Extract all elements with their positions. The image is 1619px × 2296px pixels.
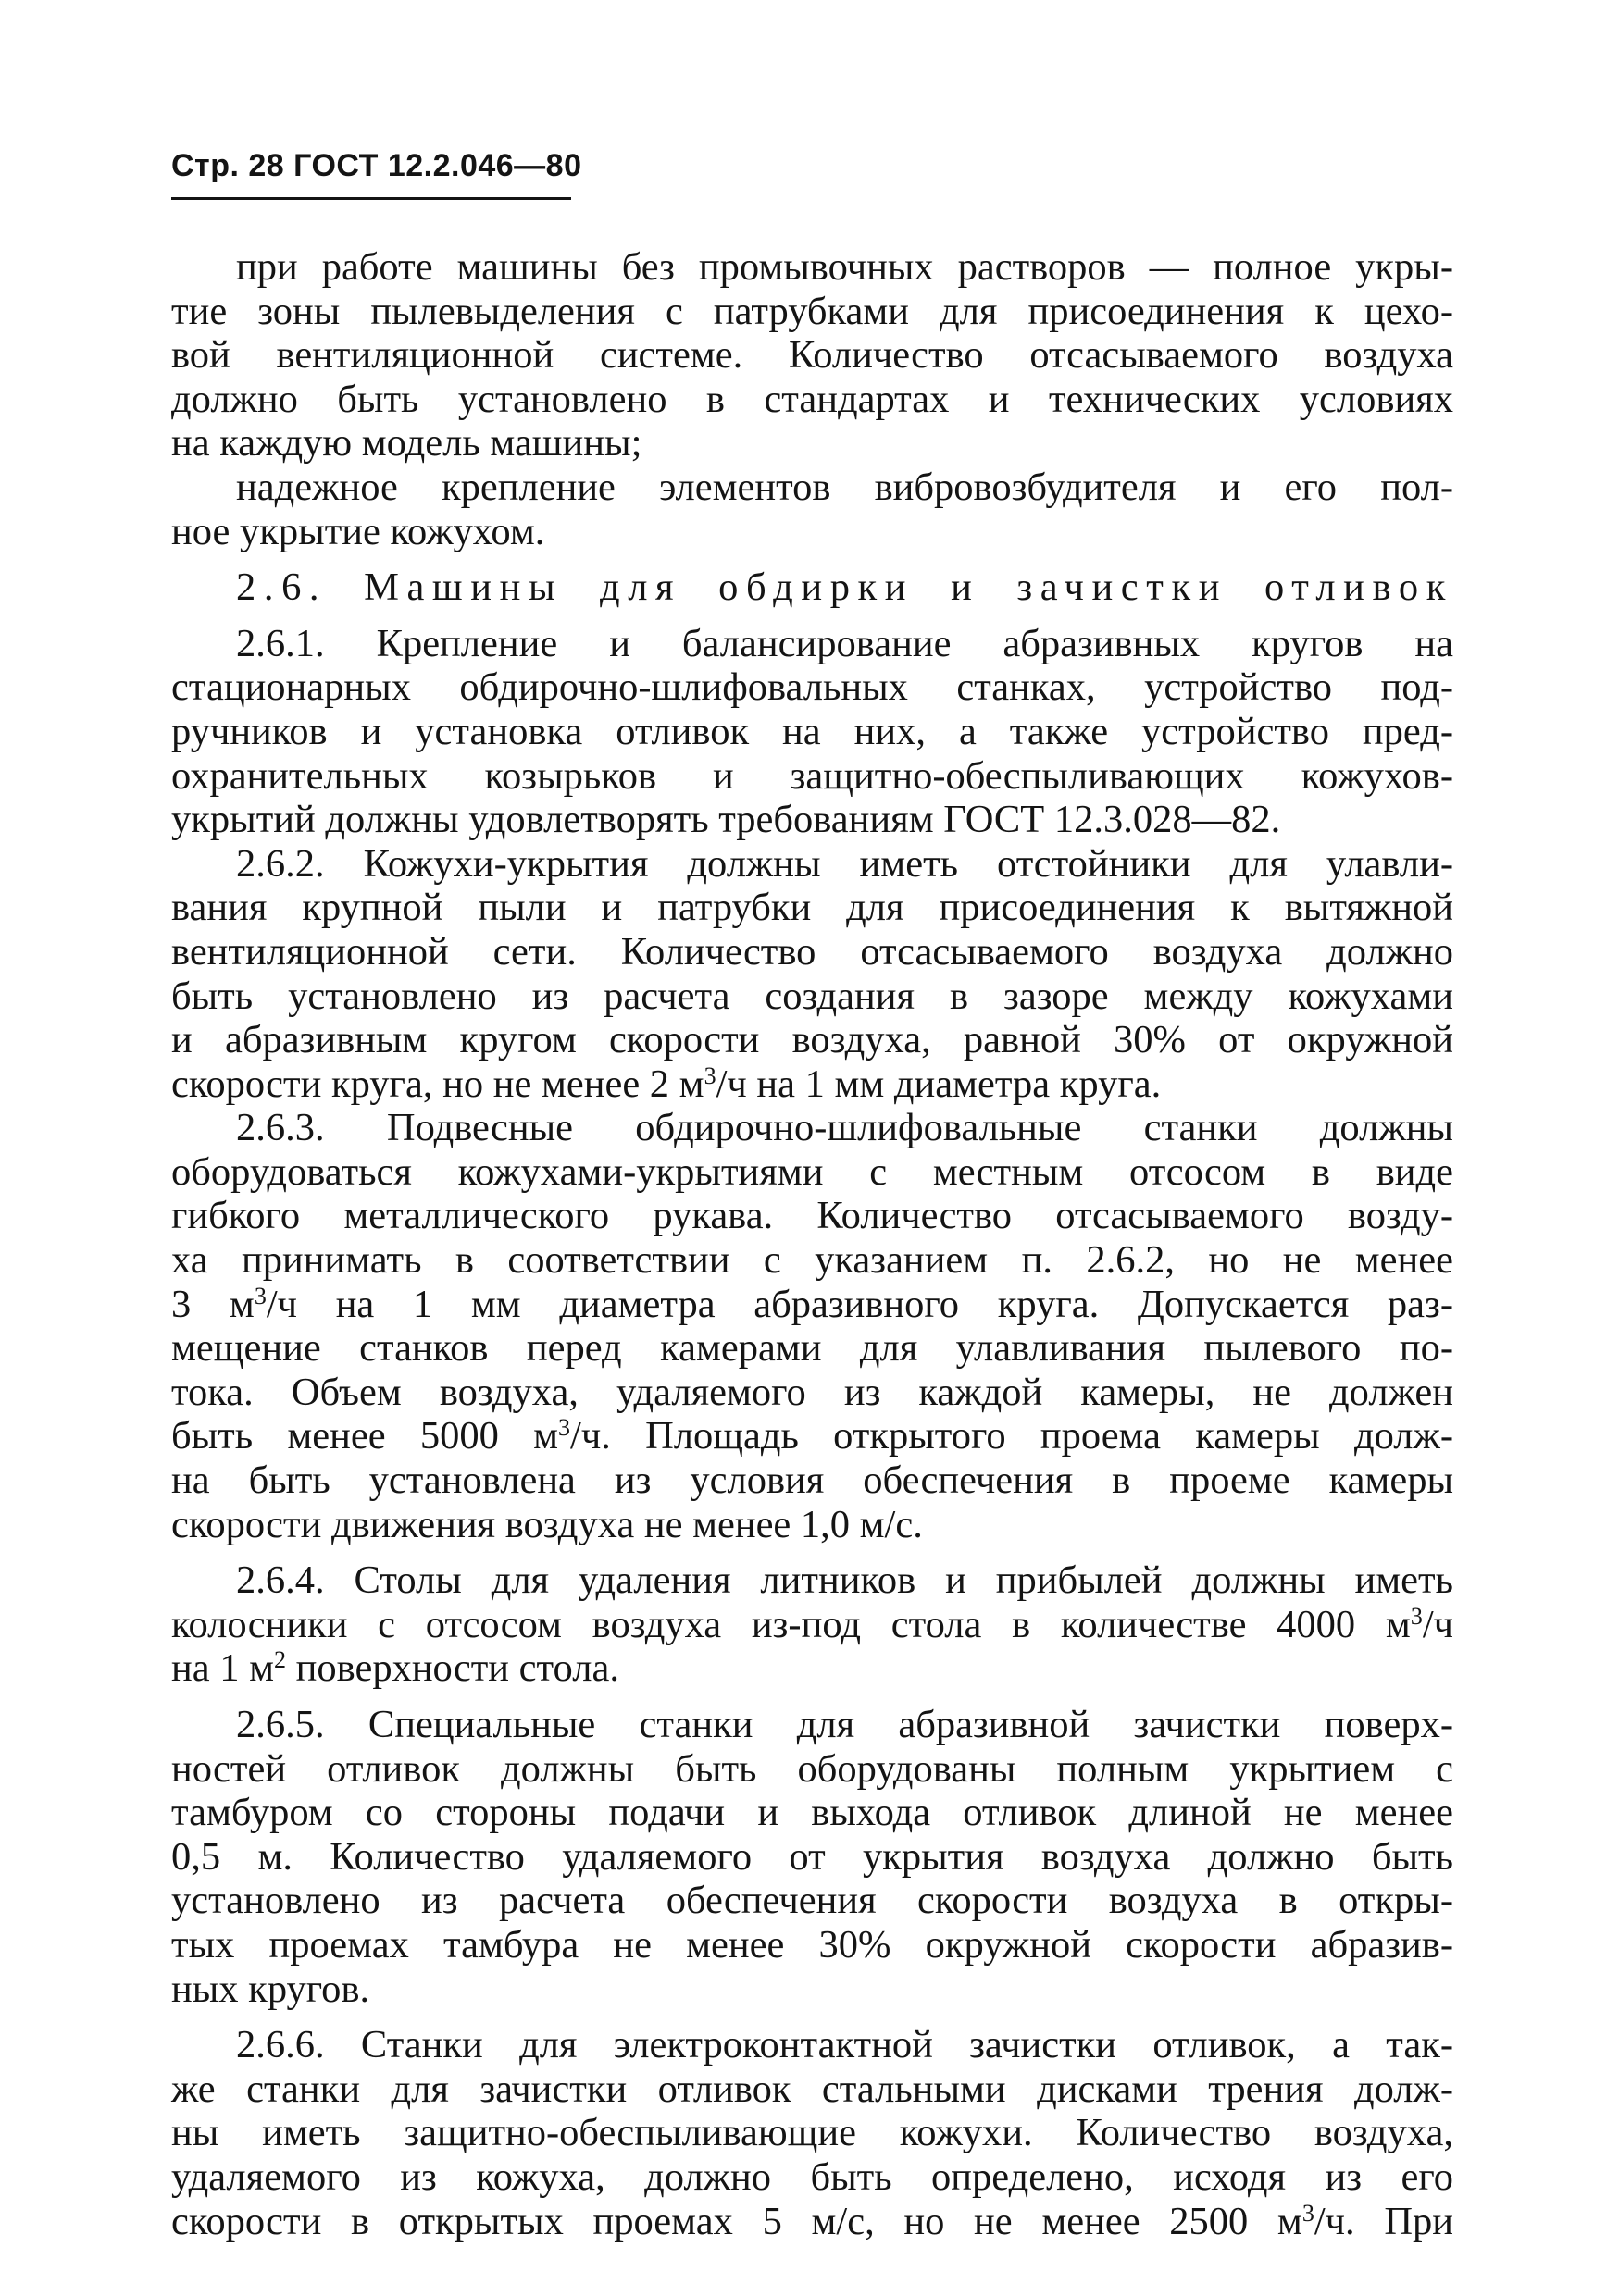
text-line: ностей отливок должны быть оборудованы полным укрытием с	[171, 1746, 1453, 1791]
text-line: ручников и установка отливок на них, а также устройство пред-	[171, 709, 1453, 753]
text-line: вания крупной пыли и патрубки для присоединения к вытяжной	[171, 886, 1453, 930]
text-line: укрытий должны удовлетворять требованиям ГОСТ 12.3.028—82.	[171, 798, 1281, 842]
text-line: и абразивным кругом скорости воздуха, равной 30% от окружной	[171, 1018, 1453, 1062]
text-line: 2.6.2. Кожухи-укрытия должны иметь отстойники для улавли-	[236, 841, 1453, 886]
paragraph-cont-2	[171, 465, 1453, 553]
paragraph-p-2-6-4	[171, 1558, 1453, 1691]
running-header: Стр. 28 ГОСТ 12.2.046—80	[171, 148, 582, 183]
text-line: скорости движения воздуха не менее 1,0 м/с.	[171, 1502, 923, 1546]
text-line: на быть установлена из условия обеспечения в проеме камеры	[171, 1458, 1453, 1503]
text-line: 0,5 м. Количество удаляемого от укрытия воздуха должно быть	[171, 1834, 1453, 1879]
body-text	[171, 245, 1453, 2243]
text-line: охранительных козырьков и защитно-обеспыливающих кожухов-	[171, 753, 1453, 798]
text-line: стационарных обдирочно-шлифовальных станках, устройство под-	[171, 665, 1453, 710]
header-rule	[171, 197, 571, 200]
text-line: 2.6.5. Специальные станки для абразивной зачистки поверх-	[236, 1703, 1453, 1746]
text-line: при работе машины без промывочных растворов — полное укры-	[236, 245, 1453, 289]
text-line: 2.6.3. Подвесные обдирочно-шлифовальные станки должны	[236, 1106, 1453, 1150]
text-line: ных кругов.	[171, 1967, 370, 2011]
text-line: скорости круга, но не менее 2 $м^3/ч$ на 1 мм диаметра круга.	[171, 1061, 1162, 1106]
text-line: вой вентиляционной системе. Количество отсасываемого воздуха	[171, 333, 1453, 378]
text-line: 3 $м^3/ч$ на 1 мм диаметра абразивного круга. Допускается раз-	[171, 1282, 1453, 1326]
text-line: ны иметь защитно-обеспыливающие кожухи. Количество воздуха,	[171, 2111, 1453, 2155]
text-line: установлено из расчета обеспечения скорости воздуха в откры-	[171, 1879, 1453, 1923]
text-line: 2.6.6. Станки для электроконтактной зачистки отливок, а так-	[236, 2023, 1453, 2067]
text-line: 2.6.1. Крепление и балансирование абразивных кругов на	[236, 621, 1453, 665]
text-line: надежное крепление элементов вибровозбудителя и его пол-	[236, 465, 1453, 509]
text-line: удаляемого из кожуха, должно быть определено, исходя из его	[171, 2154, 1453, 2199]
paragraph-p-2-6-3	[171, 1106, 1453, 1546]
text-line: мещение станков перед камерами для улавливания пылевого по-	[171, 1326, 1453, 1371]
text-line: должно быть установлено в стандартах и технических условиях	[171, 377, 1453, 421]
text-line: 2.6. Машины для обдирки и зачистки отливок	[236, 565, 1453, 610]
text-line: быть установлено из расчета создания в зазоре между кожухами	[171, 974, 1453, 1018]
text-line: на 1 $м^2$ поверхности стола.	[171, 1646, 619, 1691]
text-line: ное укрытие кожухом.	[171, 509, 545, 553]
paragraph-p-2-6-2	[171, 842, 1453, 1107]
text-line: ха принимать в соответствии с указанием п. 2.6.2, но не менее	[171, 1238, 1453, 1283]
text-line: тамбуром со стороны подачи и выхода отливок длиной не менее	[171, 1791, 1453, 1835]
text-line: быть менее 5000 $м^3/ч$. Площадь открытого проема камеры долж-	[171, 1414, 1453, 1458]
text-line: на каждую модель машины;	[171, 421, 642, 465]
text-line: тока. Объем воздуха, удаляемого из каждой камеры, не должен	[171, 1370, 1453, 1414]
paragraph-p-2-6-5	[171, 1703, 1453, 2011]
text-line: тие зоны пылевыделения с патрубками для присоединения к цехо-	[171, 289, 1453, 333]
paragraph-p-2-6-6	[171, 2023, 1453, 2243]
paragraph-cont-1	[171, 245, 1453, 465]
text-line: оборудоваться кожухами-укрытиями с местным отсосом в виде	[171, 1149, 1453, 1194]
text-line: же станки для зачистки отливок стальными дисками трения долж-	[171, 2066, 1453, 2111]
text-line: 2.6.4. Столы для удаления литников и прибылей должны иметь	[236, 1558, 1453, 1603]
text-line: колосники с отсосом воздуха из-под стола в количестве 4000 $м^3/ч$	[171, 1602, 1453, 1646]
section-heading	[171, 565, 1453, 610]
text-line: тых проемах тамбура не менее 30% окружной скорости абразив-	[171, 1922, 1453, 1967]
paragraph-p-2-6-1	[171, 622, 1453, 842]
text-line: скорости в открытых проемах 5 м/с, но не менее 2500 $м^3/ч$. При	[171, 2199, 1454, 2243]
text-line: вентиляционной сети. Количество отсасываемого воздуха должно	[171, 929, 1453, 974]
text-line: гибкого металлического рукава. Количество отсасываемого возду-	[171, 1194, 1453, 1238]
